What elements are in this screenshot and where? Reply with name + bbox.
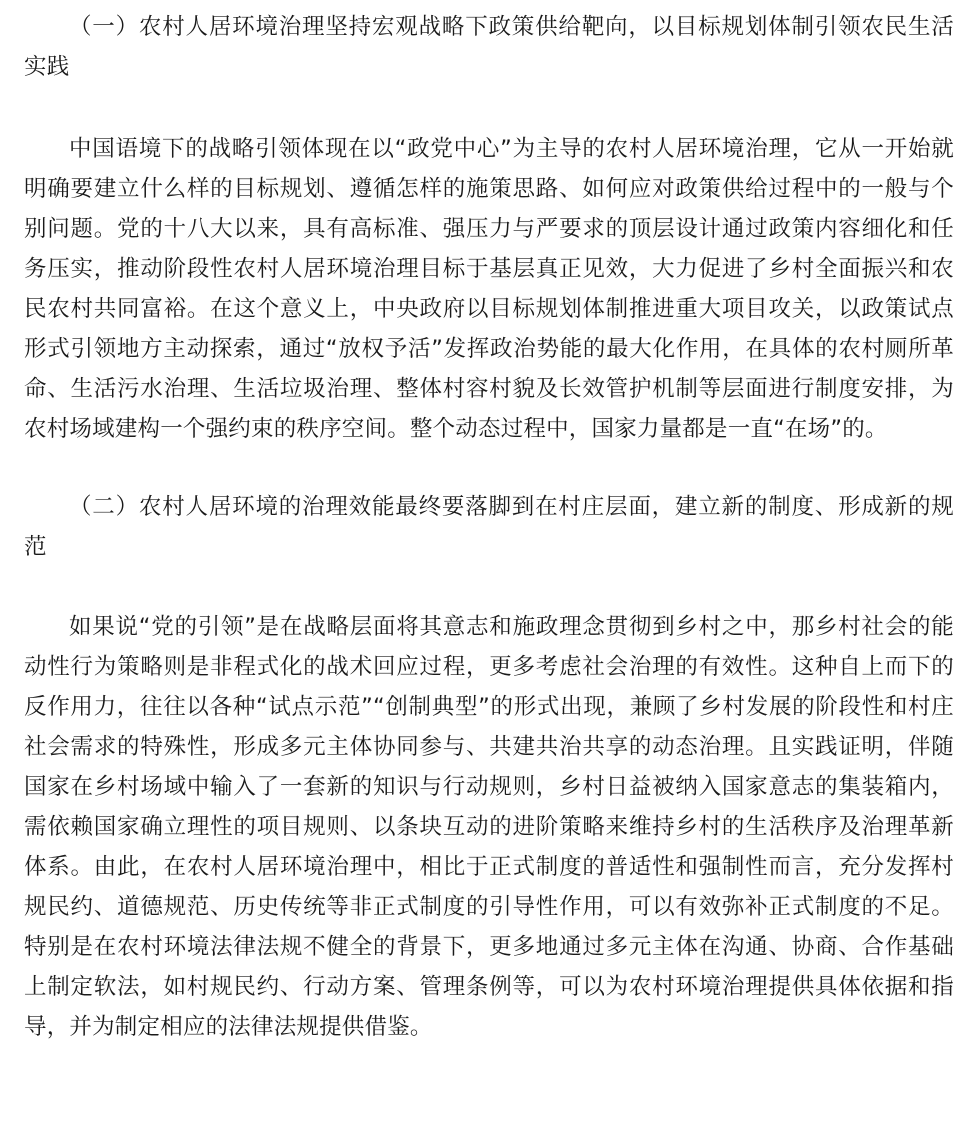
section-heading-2: （二）农村人居环境的治理效能最终要落脚到在村庄层面，建立新的制度、形成新的规范: [24, 494, 954, 560]
section-heading-1: （一）农村人居环境治理坚持宏观战略下政策供给靶向，以目标规划体制引领农民生活实践: [24, 14, 954, 80]
paragraph-1: 中国语境下的战略引领体现在以“政党中心”为主导的农村人居环境治理，它从一开始就明确要建立什么样的目标规划、遵循怎样的施策思路、如何应对政策供给过程中的一般与个别问题。党的十八大以来，具有高标准、强压力与严要求的顶层设计通过政策内容细化和任务压实，推动阶段性农村人居环境治理目标于基层真正见效，大力促进了乡村全面振兴和农民农村共同富裕。在这个意义上，中央政府以目标规划体制推进重大项目攻关，以政策试点形式引领地方主动探索，通过“放权予活”发挥政治势能的最大化作用，在具体的农村厕所革命、生活污水治理、生活垃圾治理、整体村容村貌及长效管护机制等层面进行制度安排，为农村场域建构一个强约束的秩序空间。整个动态过程中，国家力量都是一直“在场”的。: [24, 136, 954, 442]
paragraph-2: 如果说“党的引领”是在战略层面将其意志和施政理念贯彻到乡村之中，那乡村社会的能动性行为策略则是非程式化的战术回应过程，更多考虑社会治理的有效性。这种自上而下的反作用力，往往以各种“试点示范”“创制典型”的形式出现，兼顾了乡村发展的阶段性和村庄社会需求的特殊性，形成多元主体协同参与、共建共治共享的动态治理。且实践证明，伴随国家在乡村场域中输入了一套新的知识与行动规则，乡村日益被纳入国家意志的集装箱内，需依赖国家确立理性的项目规则、以条块互动的进阶策略来维持乡村的生活秩序及治理革新体系。由此，在农村人居环境治理中，相比于正式制度的普适性和强制性而言，充分发挥村规民约、道德规范、历史传统等非正式制度的引导性作用，可以有效弥补正式制度的不足。特别是在农村环境法律法规不健全的背景下，更多地通过多元主体在沟通、协商、合作基础上制定软法，如村规民约、行动方案、管理条例等，可以为农村环境治理提供具体依据和指导，并为制定相应的法律法规提供借鉴。: [24, 614, 954, 1040]
